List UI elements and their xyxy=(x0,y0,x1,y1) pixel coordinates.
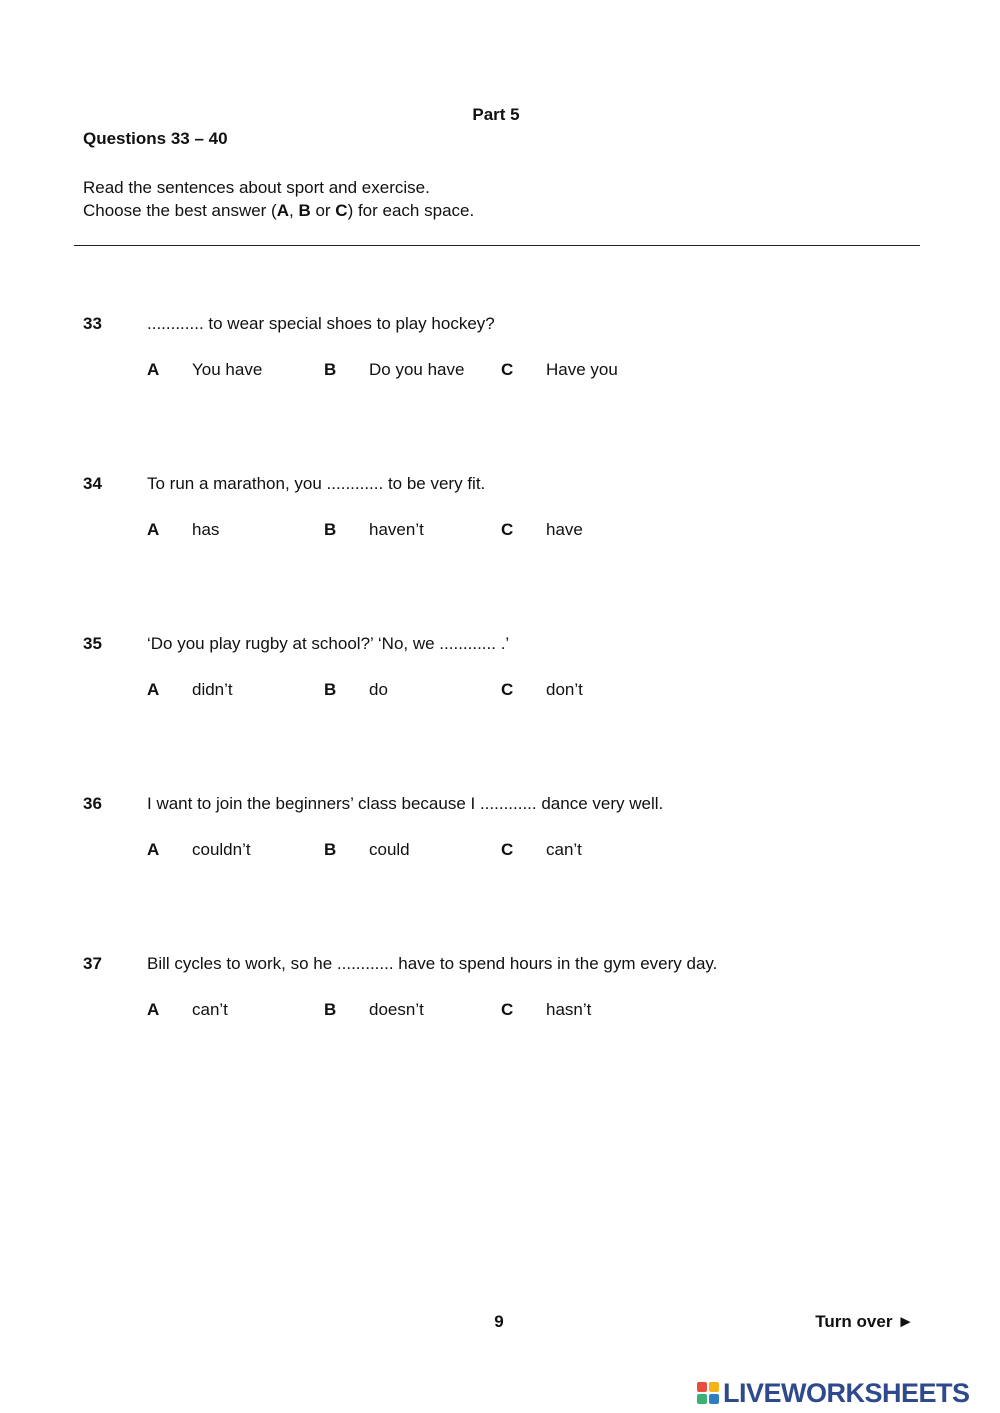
option-letter: C xyxy=(501,680,514,699)
option-text: have xyxy=(546,520,583,539)
letter-b: B xyxy=(298,201,311,220)
section-title: Questions 33 – 40 xyxy=(83,129,228,148)
option-text: can’t xyxy=(546,840,582,859)
option-text: has xyxy=(192,520,220,539)
option-text: don’t xyxy=(546,680,583,699)
question-text: I want to join the beginners’ class because I ............ dance very well. xyxy=(147,794,664,813)
logo-mark-icon xyxy=(697,1382,721,1406)
part-title: Part 5 xyxy=(472,105,520,124)
option-letter: B xyxy=(324,1000,337,1019)
option-letter: B xyxy=(324,520,337,539)
option-text: Do you have xyxy=(369,360,465,379)
instruction-text: ) for each space. xyxy=(347,201,475,220)
instruction-text: or xyxy=(310,201,336,220)
option-text: didn’t xyxy=(192,680,233,699)
option-letter: C xyxy=(501,840,514,859)
instruction-line-1: Read the sentences about sport and exercise. xyxy=(83,178,430,197)
page-number: 9 xyxy=(494,1312,504,1331)
option-text: do xyxy=(369,680,388,699)
question-33 xyxy=(83,314,943,404)
option-letter: B xyxy=(324,360,337,379)
question-text: ‘Do you play rugby at school?’ ‘No, we ............ .’ xyxy=(147,634,510,653)
logo-text: LIVEWORKSHEETS xyxy=(723,1378,970,1408)
instruction-line-2 xyxy=(83,199,474,222)
liveworksheets-logo xyxy=(697,1378,993,1408)
question-number: 33 xyxy=(83,314,102,333)
question-number: 35 xyxy=(83,634,102,653)
question-number: 37 xyxy=(83,954,102,973)
question-37 xyxy=(83,954,943,1044)
option-letter: A xyxy=(147,360,160,379)
turn-over-label: Turn over ► xyxy=(815,1312,914,1331)
question-number: 36 xyxy=(83,794,102,813)
option-letter: B xyxy=(324,840,337,859)
option-letter: A xyxy=(147,840,160,859)
option-text: couldn’t xyxy=(192,840,251,859)
option-text: doesn’t xyxy=(369,1000,424,1019)
letter-a: A xyxy=(276,201,289,220)
instruction-text: , xyxy=(289,201,299,220)
option-text: hasn’t xyxy=(546,1000,592,1019)
option-text: Have you xyxy=(546,360,618,379)
option-letter: B xyxy=(324,680,337,699)
question-number: 34 xyxy=(83,474,102,493)
question-text: To run a marathon, you ............ to be very fit. xyxy=(147,474,486,493)
letter-c: C xyxy=(335,201,348,220)
option-text: can’t xyxy=(192,1000,228,1019)
question-35 xyxy=(83,634,943,724)
question-text: Bill cycles to work, so he ............ have to spend hours in the gym every day. xyxy=(147,954,718,973)
instruction-text: Choose the best answer ( xyxy=(83,201,277,220)
divider xyxy=(74,245,920,246)
option-letter: A xyxy=(147,520,160,539)
option-letter: C xyxy=(501,360,514,379)
question-36 xyxy=(83,794,943,884)
option-text: could xyxy=(369,840,410,859)
option-letter: A xyxy=(147,680,160,699)
instructions xyxy=(83,176,474,222)
option-letter: A xyxy=(147,1000,160,1019)
option-text: You have xyxy=(192,360,263,379)
option-text: haven’t xyxy=(369,520,424,539)
option-letter: C xyxy=(501,520,514,539)
option-letter: C xyxy=(501,1000,514,1019)
question-34 xyxy=(83,474,943,564)
question-text: ............ to wear special shoes to play hockey? xyxy=(147,314,495,333)
